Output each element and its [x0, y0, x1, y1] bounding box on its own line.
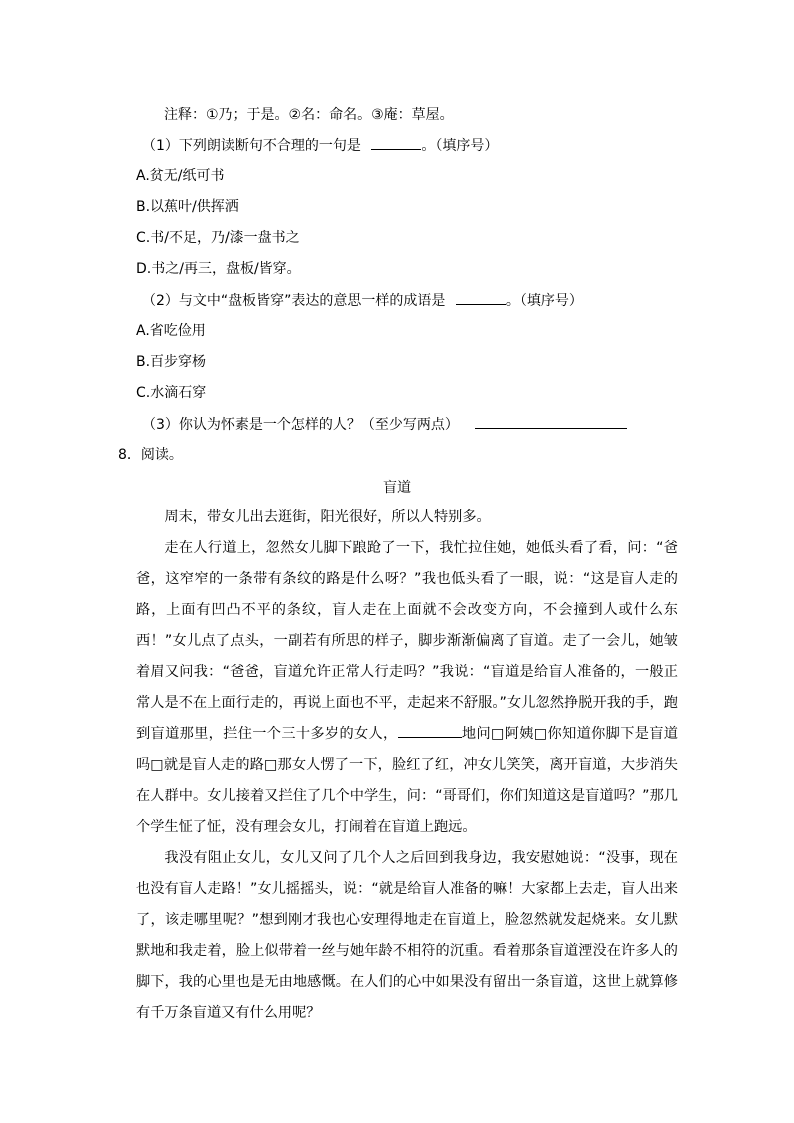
question-8-label: 8．阅读。 — [118, 447, 183, 463]
annotation-note: 注释：①乃；于是。②名：命名。③庵：草屋。 — [164, 107, 454, 123]
q2-option-a: A.省吃俭用 — [136, 323, 206, 339]
answer-blank-1[interactable] — [371, 135, 421, 150]
article-title: 盲道 — [383, 480, 411, 496]
article-paragraph-1: 周末，带女儿出去逛街，阳光很好，所以人特别多。 — [164, 509, 491, 525]
q1-option-d: D.书之/再三，盘板/皆穿。 — [136, 261, 301, 277]
answer-blank-2[interactable] — [456, 290, 506, 305]
q1-option-c: C.书/不足，乃/漆一盘书之 — [136, 230, 300, 246]
article-paragraph-3: 我没有阻止女儿，女儿又问了几个人之后回到我身边，我安慰她说：“没事，现在也没有盲人走路！”女儿摇摇头，说：“就是给盲人准备的嘛！大家都上去走，盲人出来了，该走哪里呢？”想到刚才我也心安理得地走在盲道上，脸忽然就发起烧来。女儿默默地和我走着，脸上似带着一丝与她年龄不相符的沉重。看着那条盲道湮没在许多人的脚下，我的心里也是无由地感慨。在人们的心中如果没有留出一条盲道，这世上就算修有千万条盲道又有什么用呢？ — [136, 850, 678, 1021]
q1-option-b: B.以蕉叶/供挥洒 — [136, 199, 239, 215]
answer-blank-3[interactable] — [475, 414, 627, 429]
q1-option-a: A.贫无/纸可书 — [136, 168, 225, 184]
q2-option-c: C.水滴石穿 — [136, 385, 207, 401]
q2-option-b: B.百步穿杨 — [136, 354, 207, 370]
question-3-text: （3）你认为怀素是一个怎样的人？（至少写两点） — [142, 417, 459, 433]
question-1 — [142, 135, 498, 156]
article-paragraph-2-part-2: 地问□阿姨□你知道你脚下是盲道吗□就是盲人走的路□那女人愣了一下，脸红了红，冲女儿笑笑，离开盲道，大步消失在人群中。女儿接着又拦住了几个中学生，问：“哥哥们，你们知道这是盲道吗？”那几个学生怔了怔，没有理会女儿，打闹着在盲道上跑远。 — [136, 726, 678, 835]
question-1-tail: 。（填序号） — [421, 138, 499, 154]
question-1-text: （1）下列朗读断句不合理的一句是 — [142, 138, 361, 154]
question-2-text: （2）与文中“盘板皆穿”表达的意思一样的成语是 — [142, 293, 446, 309]
question-3 — [142, 414, 627, 435]
article-paragraph-2-part-1: 走在人行道上，忽然女儿脚下踉跄了一下，我忙拉住她，她低头看了看，问：“爸爸，这窄窄的一条带有条纹的路是什么呀？”我也低头看了一眼，说：“这是盲人走的路，上面有凹凸不平的条纹，盲人走在上面就不会改变方向，不会撞到人或什么东西！”女儿点了点头，一副若有所思的样子，脚步渐渐偏离了盲道。走了一会儿，她皱着眉又问我：“爸爸，盲道允许正常人行走吗？”我说：“盲道是给盲人准备的，一般正常人是不在上面行走的，再说上面也不平，走起来不舒服。”女儿忽然挣脱开我的手，跑到盲道那里，拦住一个三十多岁的女人， — [136, 540, 678, 742]
question-2-tail: 。（填序号） — [505, 293, 583, 309]
question-2 — [142, 290, 583, 311]
answer-blank-4[interactable] — [398, 723, 462, 738]
article-paragraph-2 — [136, 533, 678, 843]
